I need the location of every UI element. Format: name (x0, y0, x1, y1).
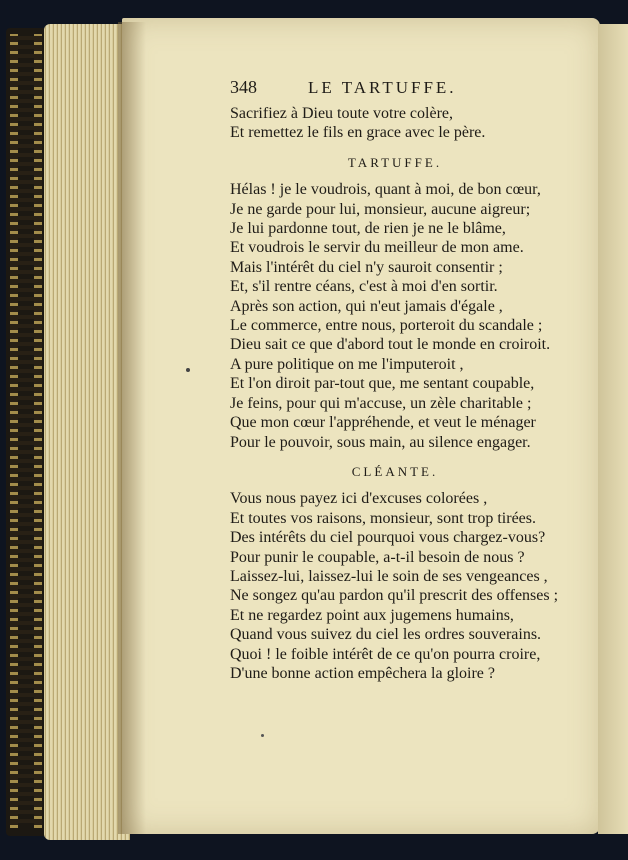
verse-line: Et l'on diroit par-tout que, me sentant coupable, (230, 375, 535, 393)
verse-line: Après son action, qui n'eut jamais d'égale , (230, 297, 503, 315)
page-text (230, 78, 590, 683)
verse-line: Quoi ! le foible intérêt de ce qu'on pourra croire, (230, 645, 541, 663)
verse-line: Laissez-lui, laissez-lui le soin de ses vengeances , (230, 567, 548, 585)
running-title: LE TARTUFFE. (308, 78, 457, 97)
verse-line: Et remettez le fils en grace avec le père. (230, 124, 486, 142)
speech-tartuffe (230, 153, 590, 452)
gilt-spine-ornament (10, 34, 42, 828)
verse-line: Quand vous suivez du ciel les ordres souverains. (230, 626, 542, 644)
speaker-name: CLÉANTE. (351, 463, 439, 479)
gutter-shadow (118, 22, 146, 834)
verse-line: Je ne garde pour lui, monsieur, aucune aigreur; (230, 200, 531, 218)
page-header (230, 78, 590, 104)
verse-line: Sacrifiez à Dieu toute votre colère, (230, 105, 453, 122)
speaker-name: TARTUFFE. (347, 154, 443, 170)
verse-line: D'une bonne action empêchera la gloire ? (230, 664, 495, 682)
verse-line: Et ne regardez point aux jugemens humains, (230, 606, 514, 624)
speech-cleante (230, 462, 590, 683)
verse-line: Le commerce, entre nous, porteroit du scandale ; (230, 317, 543, 335)
ink-speck (186, 368, 190, 372)
facing-page-edge (598, 24, 628, 834)
ink-speck (261, 734, 264, 737)
verse-line: Que mon cœur l'appréhende, et veut le ménager (230, 414, 536, 432)
verse-line: Pour punir le coupable, a-t-il besoin de nous ? (230, 548, 525, 566)
verse-line: Et, s'il rentre céans, c'est à moi d'en sortir. (230, 278, 498, 296)
verse-line: Je lui pardonne tout, de rien je ne le blâme, (230, 220, 506, 238)
verse-line: Vous nous payez ici d'excuses colorées , (230, 490, 488, 508)
verse-line: Des intérêts du ciel pourquoi vous chargez-vous? (230, 529, 546, 547)
verse-line: Pour le pouvoir, sous main, au silence engager. (230, 433, 531, 451)
verse-line: Et voudrois le servir du meilleur de mon ame. (230, 239, 524, 257)
page-number: 348 (230, 77, 257, 97)
verse-line: A pure politique on me l'imputeroit , (230, 355, 464, 373)
verse-line: Mais l'intérêt du ciel n'y sauroit consentir ; (230, 258, 503, 276)
verse-line: Dieu sait ce que d'abord tout le monde en croiroit. (230, 336, 551, 354)
verse-line: Je feins, pour qui m'accuse, un zèle charitable ; (230, 394, 532, 412)
opening-verses (230, 104, 590, 143)
verse-line: Et toutes vos raisons, monsieur, sont trop tirées. (230, 509, 536, 527)
verse-line: Ne songez qu'au pardon qu'il prescrit des offenses ; (230, 587, 559, 605)
verse-line: Hélas ! je le voudrois, quant à moi, de bon cœur, (230, 181, 541, 199)
